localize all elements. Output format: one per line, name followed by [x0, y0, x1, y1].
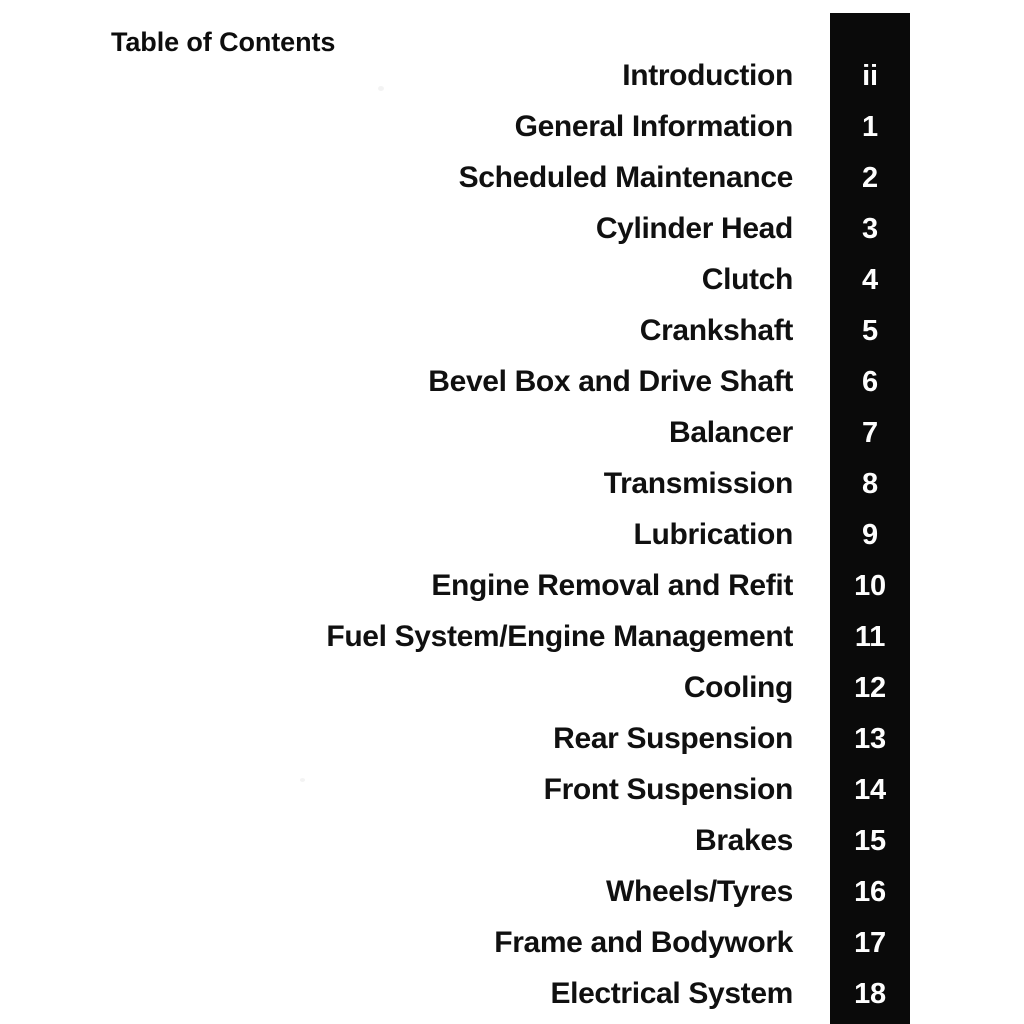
toc-entry-row[interactable]	[0, 616, 1024, 667]
toc-entry-title[interactable]: Wheels/Tyres	[606, 875, 793, 908]
toc-entry-row[interactable]	[0, 463, 1024, 514]
toc-entry-title[interactable]: Brakes	[695, 824, 793, 857]
toc-entry-page-number: 9	[862, 519, 878, 551]
toc-entry-page-number: 7	[862, 417, 878, 449]
toc-entry-page-number: 12	[854, 672, 886, 704]
toc-entry-page-number: 8	[862, 468, 878, 500]
toc-entry-title[interactable]: Cooling	[683, 671, 793, 704]
page-title: Table of Contents	[111, 27, 336, 58]
toc-entry-title[interactable]: General Information	[514, 110, 793, 143]
toc-entry-page-number: 15	[854, 825, 886, 857]
toc-entry-title[interactable]: Crankshaft	[639, 314, 793, 347]
toc-entry-title[interactable]: Front Suspension	[543, 773, 793, 806]
toc-entry-title[interactable]: Engine Removal and Refit	[431, 569, 793, 602]
toc-entry-title[interactable]: Electrical System	[550, 977, 793, 1010]
toc-entry-page-number: ii	[862, 60, 878, 92]
toc-entry-title[interactable]: Rear Suspension	[553, 722, 793, 755]
toc-entry-title[interactable]: Cylinder Head	[595, 212, 793, 245]
toc-entry-page-number: 18	[854, 978, 886, 1010]
toc-entry-title[interactable]: Transmission	[603, 467, 793, 500]
toc-entry-row[interactable]	[0, 412, 1024, 463]
toc-entry-row[interactable]	[0, 820, 1024, 871]
toc-entry-row[interactable]	[0, 514, 1024, 565]
toc-entry-title[interactable]: Scheduled Maintenance	[458, 161, 793, 194]
toc-entry-row[interactable]	[0, 871, 1024, 922]
toc-entry-page-number: 10	[854, 570, 886, 602]
toc-entry-page-number: 13	[854, 723, 886, 755]
toc-entry-page-number: 17	[854, 927, 886, 959]
toc-entry-title[interactable]: Lubrication	[633, 518, 793, 551]
toc-entry-page-number: 6	[862, 366, 878, 398]
toc-entry-title[interactable]: Frame and Bodywork	[494, 926, 793, 959]
table-of-contents-list	[0, 55, 1024, 1024]
toc-entry-row[interactable]	[0, 55, 1024, 106]
toc-entry-row[interactable]	[0, 769, 1024, 820]
toc-entry-page-number: 16	[854, 876, 886, 908]
toc-entry-row[interactable]	[0, 259, 1024, 310]
toc-entry-row[interactable]	[0, 565, 1024, 616]
toc-entry-row[interactable]	[0, 718, 1024, 769]
toc-entry-page-number: 14	[854, 774, 886, 806]
toc-entry-page-number: 4	[862, 264, 878, 296]
toc-entry-page-number: 2	[862, 162, 878, 194]
toc-entry-page-number: 11	[854, 621, 886, 653]
toc-entry-row[interactable]	[0, 208, 1024, 259]
toc-entry-title[interactable]: Balancer	[669, 416, 793, 449]
toc-entry-page-number: 5	[862, 315, 878, 347]
toc-entry-row[interactable]	[0, 361, 1024, 412]
toc-entry-row[interactable]	[0, 973, 1024, 1024]
toc-entry-page-number: 3	[862, 213, 878, 245]
toc-entry-row[interactable]	[0, 922, 1024, 973]
toc-entry-title[interactable]: Bevel Box and Drive Shaft	[428, 365, 793, 398]
toc-entry-row[interactable]	[0, 667, 1024, 718]
toc-entry-title[interactable]: Introduction	[622, 59, 793, 92]
toc-entry-page-number: 1	[862, 111, 878, 143]
toc-entry-row[interactable]	[0, 310, 1024, 361]
toc-entry-title[interactable]: Fuel System/Engine Management	[326, 620, 793, 653]
toc-entry-row[interactable]	[0, 106, 1024, 157]
toc-entry-row[interactable]	[0, 157, 1024, 208]
toc-entry-title[interactable]: Clutch	[701, 263, 793, 296]
